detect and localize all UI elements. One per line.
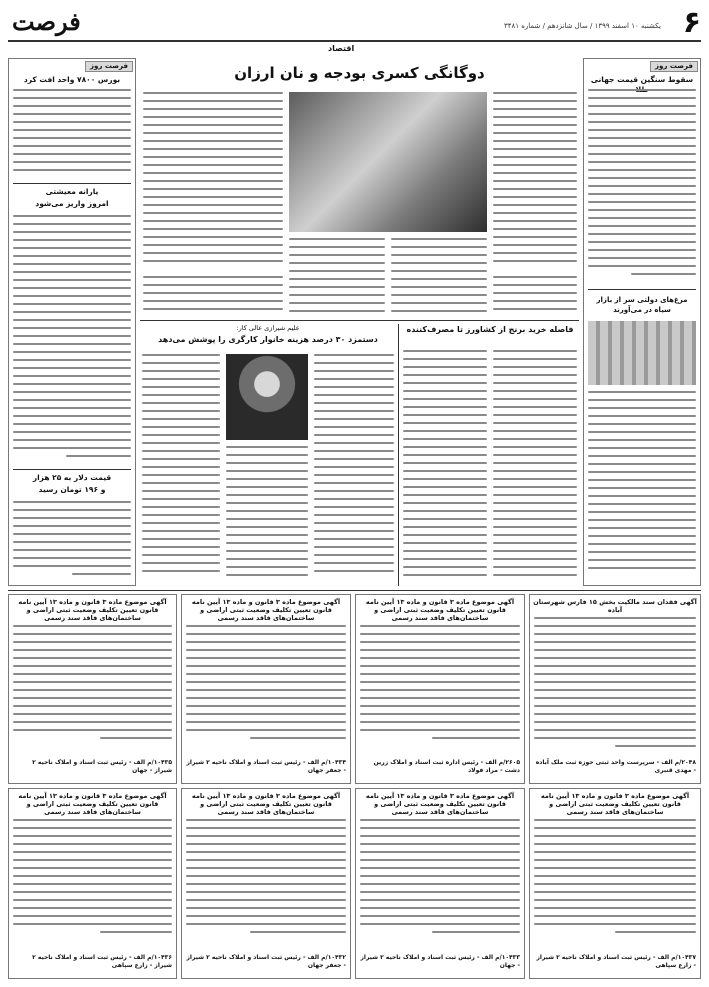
ad-footer: ۲۶۰۵/م الف - رئیس اداره ثبت اسناد و املاک زرین دشت - مراد فولاد [373,759,520,774]
ad-title: آگهی موضوع ماده ۳ قانون و ماده ۱۳ آیین نامه قانون تعیین تکلیف وضعیت ثبتی اراضی و ساختمان‌های فاقد سند رسمی [18,598,167,622]
header-rule [8,40,701,42]
sidebar-left-headline-3a: قیمت دلار به ۲۵ هزار [32,473,112,482]
ad-footer: ۱۰۴۳۲/م الف - رئیس ثبت اسناد و املاک ناحیه ۲ شیراز - جعفر جهان [186,954,346,969]
ad-6 [355,788,525,979]
chicken-photo [588,321,696,385]
main-col-3 [493,276,577,316]
date-line: یکشنبه ۱۰ اسفند ۱۳۹۹ / سال شانزدهم / شماره ۳۴۸۱ [503,22,661,30]
sidebar-right [583,58,701,586]
ad-title: آگهی موضوع ماده ۳ قانون و ماده ۱۳ آیین نامه قانون تعیین تکلیف وضعیت ثبتی اراضی و ساختمان‌های فاقد سند رسمی [540,792,690,816]
sidebar-left-divider-1 [13,183,131,184]
ad-3 [181,594,351,784]
sidebar-right-photo-headline: مرغ‌های دولتی سر از بازار سیاه در می‌آورند [596,296,688,314]
main-col-2 [143,92,283,272]
sidebar-right-headline: سقوط سنگین قیمت جهانی [590,75,694,84]
ad-8 [8,788,177,979]
ad-footer: ۱۰۴۳۶/م الف - رئیس ثبت اسناد و املاک ناحیه ۲ شیراز - زارع سپاهی [32,954,172,969]
wage-story [140,324,396,586]
ad-2 [355,594,525,784]
sidebar-right-tag: فرصت روز [650,61,698,72]
ad-body [186,819,346,949]
main-col-5 [289,238,385,316]
sidebar-left-divider-2 [13,469,131,470]
ad-footer: ۱۰۴۳۷/م الف - رئیس ثبت اسناد و املاک ناحیه ۲ شیراز - زارع سپاهی [536,954,696,969]
ad-1 [529,594,701,784]
ads-top-rule [8,590,701,591]
ad-title: آگهی موضوع ماده ۳ قانون و ماده ۱۳ آیین نامه قانون تعیین تکلیف وضعیت ثبتی اراضی و ساختمان‌های فاقد سند رسمی [365,598,515,622]
ad-body [534,617,696,757]
sidebar-left-text-1 [13,89,131,181]
wage-col-2 [226,446,308,582]
wage-kicker: علیم‌ شیرازی عالی کار: [236,324,300,332]
ad-title: آگهی موضوع ماده ۳ قانون و ماده ۱۳ آیین نامه قانون تعیین تکلیف وضعیت ثبتی اراضی و ساختمان‌های فاقد سند رسمی [18,792,167,816]
section-label: اقتصاد [328,44,355,53]
page-number: ۶ [682,5,701,40]
sidebar-left-headline-2b: امروز واریز می‌شود [35,199,109,208]
rice-headline: فاصله خرید برنج از کشاورز تا مصرف‌کننده [406,325,574,334]
wage-col-1 [314,354,394,582]
main-col-4 [391,238,487,316]
ad-title: آگهی موضوع ماده ۳ قانون و ماده ۱۳ آیین نامه قانون تعیین تکلیف وضعیت ثبتی اراضی و ساختمان‌های فاقد سند رسمی [191,598,341,622]
ad-5 [529,788,701,979]
main-divider [140,320,579,321]
ad-body [360,625,520,755]
ad-footer: ۱۰۴۳۵/م الف - رئیس ثبت اسناد و املاک ناحیه ۲ شیراز - جهان [32,759,172,774]
sidebar-left-tag: فرصت روز [85,61,133,72]
ad-body [534,819,696,949]
ad-body [360,819,520,949]
main-article [140,58,579,586]
wage-col-3 [142,354,220,582]
ad-title: آگهی موضوع ماده ۳ قانون و ماده ۱۳ آیین نامه قانون تعیین تکلیف وضعیت ثبتی اراضی و ساختمان‌های فاقد سند رسمی [191,792,341,816]
ad-title: آگهی فقدان سند مالکیت بخش ۱۵ فارس شهرستان آباده [533,598,697,614]
worker-photo [226,354,308,440]
sidebar-left-headline-1: بورس ۷۸۰۰ واحد افت کرد [23,75,121,84]
sidebar-left [8,58,136,586]
bakery-photo [289,92,487,232]
main-col-6 [143,276,283,316]
rice-divider [398,324,399,586]
wage-headline: دستمزد ۳۰ درصد هزینه خانوار کارگری را پوشش می‌دهد [158,335,378,344]
sidebar-right-text-1 [588,89,696,285]
ad-footer: ۱۰۴۳۳/م الف - رئیس ثبت اسناد و املاک ناحیه ۲ شیراز - جهان [360,954,520,969]
main-col-1 [493,92,577,272]
rice-col-2 [403,350,487,582]
sidebar-right-text-2 [588,391,696,581]
logo: فرصت [12,7,81,36]
sidebar-right-divider [588,289,696,290]
ad-4 [8,594,177,784]
page-header [8,5,701,54]
ad-body [13,819,172,949]
sidebar-left-text-2 [13,215,131,467]
ad-body [13,625,172,755]
ad-footer: ۱۰۴۳۴/م الف - رئیس ثبت اسناد و املاک ناحیه ۲ شیراز - جعفر جهان [186,759,346,774]
rice-col-1 [493,350,577,582]
sidebar-left-text-3 [13,501,131,581]
sidebar-left-headline-3b: و ۱۹۶ تومان رسید [38,485,106,494]
ad-footer: ۲۰۴۸/م الف - سرپرست واحد ثبتی حوزه ثبت ملک آباده - مهدی قنبری [535,759,696,774]
ad-title: آگهی موضوع ماده ۳ قانون و ماده ۱۳ آیین نامه قانون تعیین تکلیف وضعیت ثبتی اراضی و ساختمان‌های فاقد سند رسمی [365,792,515,816]
ad-7 [181,788,351,979]
ad-body [186,625,346,755]
sidebar-left-headline-2a: یارانه معیشتی [45,187,99,196]
main-headline: دوگانگی کسری بودجه و نان ارزان [234,64,485,82]
rice-story [401,324,579,586]
